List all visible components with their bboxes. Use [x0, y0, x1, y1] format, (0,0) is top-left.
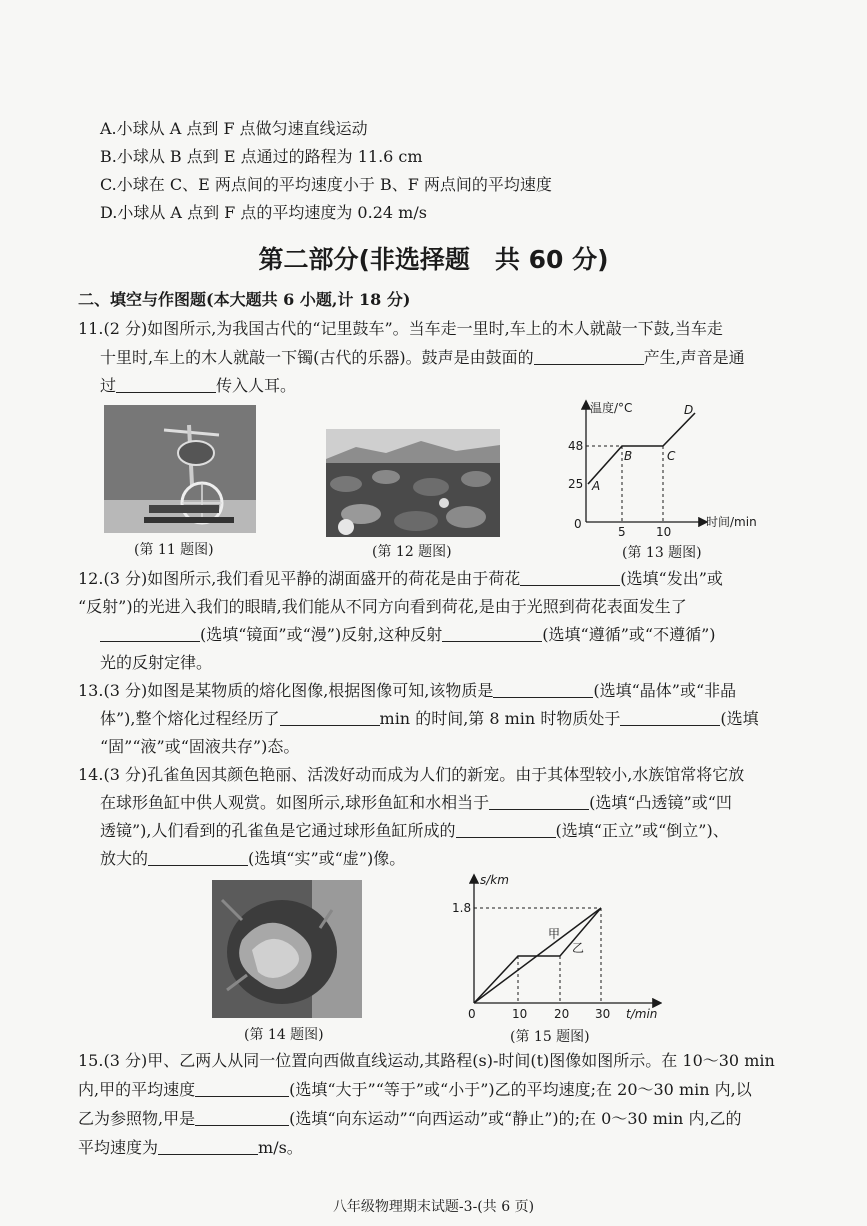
q14-blank-2[interactable] [456, 821, 556, 838]
q12-text: (选填“遵循”或“不遵循”) [542, 625, 716, 644]
q15-blank-2[interactable] [195, 1109, 289, 1126]
q13-text: min 的时间,第 8 min 时物质处于 [379, 709, 621, 728]
q13-blank-3[interactable] [620, 709, 720, 726]
q14-line3 [100, 820, 729, 842]
y-tick-label: 25 [568, 477, 584, 491]
q12-blank-1[interactable] [520, 569, 620, 586]
figure-13-graph [560, 398, 770, 538]
q11-text: 过 [100, 376, 117, 395]
q12-line1 [78, 568, 723, 590]
x-tick-label: 20 [554, 1007, 570, 1020]
q15-blank-3[interactable] [158, 1138, 258, 1155]
guppy-bowl-image [212, 880, 362, 1018]
q14-text: (选填“实”或“虚”)像。 [248, 849, 406, 868]
part-title: 第二部分(非选择题 共 60 分) [258, 245, 609, 274]
x-tick-label: 10 [512, 1007, 528, 1020]
figure-11-photo [104, 405, 256, 533]
q11-text: 十里时,车上的木人就敲一下镯(古代的乐器)。鼓声是由鼓面的 [100, 348, 534, 367]
q12-line2: “反射”)的光进入我们的眼睛,我们能从不同方向看到荷花,是由于光照到荷花表面发生了 [78, 597, 687, 616]
q13-text: 13.(3 分)如图是某物质的熔化图像,根据图像可知,该物质是 [78, 681, 494, 700]
option-a: A.小球从 A 点到 F 点做匀速直线运动 [100, 119, 368, 138]
x-tick-label: 30 [595, 1007, 611, 1020]
q14-text: 透镜”),人们看到的孔雀鱼是它通过球形鱼缸所成的 [100, 821, 456, 840]
y-axis-label: 温度/°C [590, 401, 633, 415]
point-label: C [667, 449, 676, 463]
q15-line3 [78, 1108, 742, 1130]
x-axis-label: 时间/min [706, 515, 757, 529]
q15-text: 内,甲的平均速度 [78, 1080, 196, 1099]
x-axis-label: t/min [626, 1007, 658, 1020]
q13-text: (选填“晶体”或“非晶 [593, 681, 737, 700]
q15-text: 平均速度为 [78, 1138, 159, 1157]
point-label: D [684, 403, 694, 417]
q13-blank-1[interactable] [493, 681, 593, 698]
y-axis-label: s/km [480, 873, 509, 887]
q14-line1: 14.(3 分)孔雀鱼因其颜色艳丽、活泼好动而成为人们的新宠。由于其体型较小,水族馆常将它放 [78, 765, 745, 784]
q15-blank-1[interactable] [195, 1080, 289, 1097]
caption-figure-12: (第 12 题图) [372, 544, 452, 560]
q14-text: (选填“正立”或“倒立”)、 [555, 821, 729, 840]
q13-line2 [100, 708, 759, 730]
x-tick-label: 10 [656, 525, 672, 538]
q15-line4 [78, 1137, 303, 1159]
caption-figure-11: (第 11 题图) [134, 542, 214, 558]
option-b: B.小球从 B 点到 E 点通过的路程为 11.6 cm [100, 147, 423, 166]
caption-figure-14: (第 14 题图) [244, 1027, 324, 1043]
q12-line4: 光的反射定律。 [100, 653, 213, 672]
q14-text: (选填“凸透镜”或“凹 [589, 793, 732, 812]
figure-12-photo [326, 429, 500, 537]
q11-blank-2[interactable] [116, 376, 216, 393]
origin-label: 0 [574, 517, 582, 531]
q11-blank-1[interactable] [534, 348, 644, 365]
q13-text: (选填 [720, 709, 759, 728]
q14-blank-1[interactable] [489, 793, 589, 810]
q13-line1 [78, 680, 736, 702]
q14-text: 放大的 [100, 849, 149, 868]
q12-blank-3[interactable] [442, 625, 542, 642]
line-jia [474, 908, 601, 1003]
point-label: B [624, 449, 633, 463]
q15-text: 乙为参照物,甲是 [78, 1109, 196, 1128]
q15-line2 [78, 1079, 752, 1101]
q12-text: (选填“镜面”或“漫”)反射,这种反射 [200, 625, 443, 644]
q15-text: m/s。 [258, 1138, 303, 1157]
series-label-jia: 甲 [548, 927, 561, 941]
q14-line4 [100, 848, 405, 870]
page-footer: 八年级物理期末试题-3-(共 6 页) [332, 1199, 535, 1215]
q11-line2 [100, 347, 745, 369]
q15-text: (选填“向东运动”“向西运动”或“静止”)的;在 0～30 min 内,乙的 [289, 1109, 742, 1128]
q11-line3 [100, 375, 296, 397]
option-d: D.小球从 A 点到 F 点的平均速度为 0.24 m/s [100, 203, 427, 222]
q12-blank-2[interactable] [100, 625, 200, 642]
drum-cart-image [104, 405, 256, 533]
caption-figure-13: (第 13 题图) [622, 545, 702, 561]
caption-figure-15: (第 15 题图) [510, 1029, 590, 1045]
q14-line2 [100, 792, 732, 814]
q12-text: 12.(3 分)如图所示,我们看见平静的湖面盛开的荷花是由于荷花 [78, 569, 521, 588]
q11-text: 传入人耳。 [216, 376, 297, 395]
q12-line3 [100, 624, 716, 646]
origin-label: 0 [468, 1007, 476, 1020]
q15-line1: 15.(3 分)甲、乙两人从同一位置向西做直线运动,其路程(s)-时间(t)图像如图所示。在 10～30 min [78, 1051, 775, 1070]
q13-text: 体”),整个熔化过程经历了 [100, 709, 280, 728]
section-title: 二、填空与作图题(本大题共 6 小题,计 18 分) [78, 290, 411, 309]
q12-text: (选填“发出”或 [620, 569, 723, 588]
lotus-lake-image [326, 429, 500, 537]
melting-curve [588, 413, 695, 484]
q13-line3: “固”“液”或“固液共存”)态。 [100, 737, 300, 756]
figure-15-graph [446, 870, 662, 1020]
series-label-yi: 乙 [572, 941, 585, 955]
q11-text: 产生,声音是通 [643, 348, 745, 367]
q15-text: (选填“大于”“等于”或“小于”)乙的平均速度;在 20～30 min 内,以 [289, 1080, 752, 1099]
q14-text: 在球形鱼缸中供人观赏。如图所示,球形鱼缸和水相当于 [100, 793, 490, 812]
q14-blank-3[interactable] [148, 849, 248, 866]
option-c: C.小球在 C、E 两点间的平均速度小于 B、F 两点间的平均速度 [100, 175, 552, 194]
q13-blank-2[interactable] [280, 709, 380, 726]
q11-line1: 11.(2 分)如图所示,为我国古代的“记里鼓车”。当车走一里时,车上的木人就敲一下鼓,当车走 [78, 319, 723, 338]
figure-14-photo [212, 880, 362, 1018]
y-tick-label: 1.8 [452, 901, 472, 915]
x-tick-label: 5 [618, 525, 626, 538]
y-tick-label: 48 [568, 439, 584, 453]
point-label: A [592, 479, 601, 493]
